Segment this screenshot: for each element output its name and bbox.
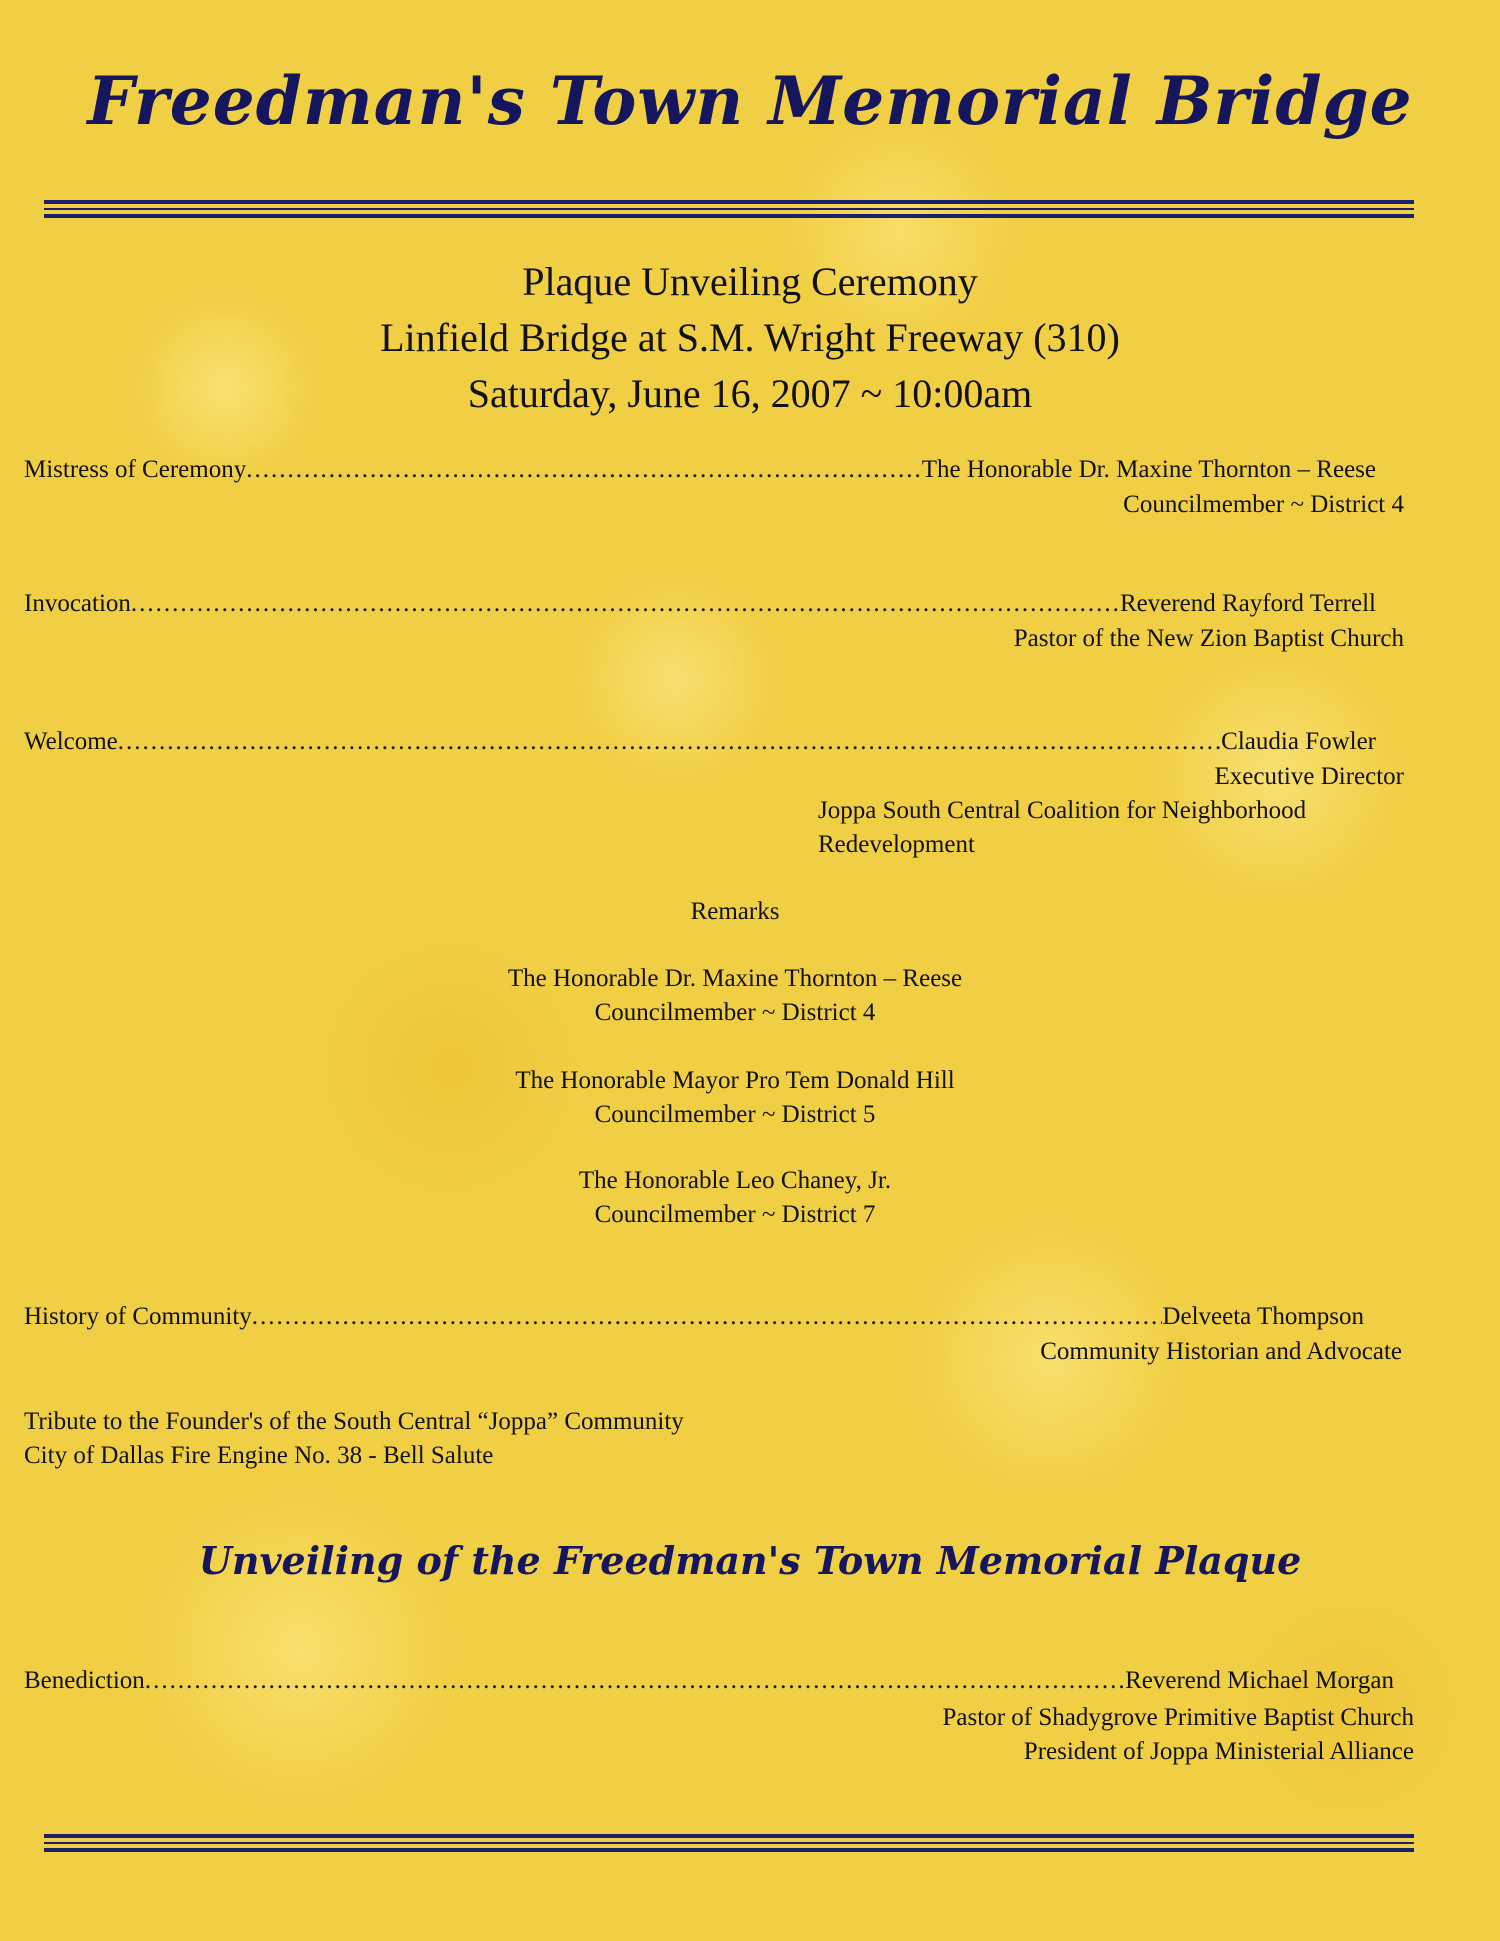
top-divider <box>44 200 1414 222</box>
page-title: Freedman's Town Memorial Bridge <box>87 62 1413 140</box>
mistress-name: The Honorable Dr. Maxine Thornton – Reese <box>921 456 1376 483</box>
invocation-line <box>24 590 1404 618</box>
remarks-speaker-name: The Honorable Leo Chaney, Jr. <box>578 1167 892 1194</box>
mistress-line <box>24 456 1404 484</box>
remarks-speaker-name: The Honorable Mayor Pro Tem Donald Hill <box>515 1067 955 1094</box>
benediction-role-pastor: Pastor of Shadygrove Primitive Baptist Church <box>942 1704 1414 1731</box>
leader-dots <box>145 1667 1125 1695</box>
benediction-line <box>24 1667 1404 1695</box>
remarks-speaker-role: Councilmember ~ District 4 <box>594 999 876 1026</box>
history-label: History of Community <box>24 1303 252 1330</box>
unveiling-heading: Unveiling of the Freedman's Town Memorial Plaque <box>198 1538 1302 1583</box>
benediction-name: Reverend Michael Morgan <box>1125 1667 1394 1694</box>
subtitle-date: Saturday, June 16, 2007 ~ 10:00am <box>467 371 1033 416</box>
history-line <box>24 1303 1404 1331</box>
subtitle-location: Linfield Bridge at S.M. Wright Freeway (310) <box>380 315 1120 360</box>
welcome-line <box>24 728 1404 756</box>
remarks-heading: Remarks <box>690 898 780 925</box>
invocation-role: Pastor of the New Zion Baptist Church <box>1013 625 1404 652</box>
remarks-speaker-role: Councilmember ~ District 5 <box>594 1101 876 1128</box>
benediction-label: Benediction <box>24 1667 145 1694</box>
mistress-label: Mistress of Ceremony <box>24 456 247 483</box>
invocation-name: Reverend Rayford Terrell <box>1119 590 1376 617</box>
bell-salute-line: City of Dallas Fire Engine No. 38 - Bell Salute <box>24 1442 494 1469</box>
bottom-divider <box>44 1834 1414 1856</box>
mistress-role: Councilmember ~ District 4 <box>1123 491 1404 518</box>
subtitle-ceremony: Plaque Unveiling Ceremony <box>522 259 978 304</box>
remarks-speaker-role: Councilmember ~ District 7 <box>594 1201 876 1228</box>
welcome-role-title: Executive Director <box>1214 763 1404 790</box>
invocation-label: Invocation <box>24 590 131 617</box>
welcome-label: Welcome <box>24 728 118 755</box>
benediction-role-president: President of Joppa Ministerial Alliance <box>1023 1738 1414 1765</box>
welcome-name: Claudia Fowler <box>1221 728 1376 755</box>
history-name: Delveeta Thompson <box>1162 1303 1364 1330</box>
welcome-role-org-cont: Redevelopment <box>818 831 975 858</box>
leader-dots <box>118 728 1221 756</box>
welcome-role-org: Joppa South Central Coalition for Neighborhood <box>818 797 1307 824</box>
leader-dots <box>131 590 1120 618</box>
history-role: Community Historian and Advocate <box>1040 1338 1402 1365</box>
tribute-line: Tribute to the Founder's of the South Central “Joppa” Community <box>24 1408 684 1435</box>
remarks-speaker-name: The Honorable Dr. Maxine Thornton – Reese <box>507 965 963 992</box>
leader-dots <box>246 456 922 484</box>
leader-dots <box>252 1303 1163 1331</box>
